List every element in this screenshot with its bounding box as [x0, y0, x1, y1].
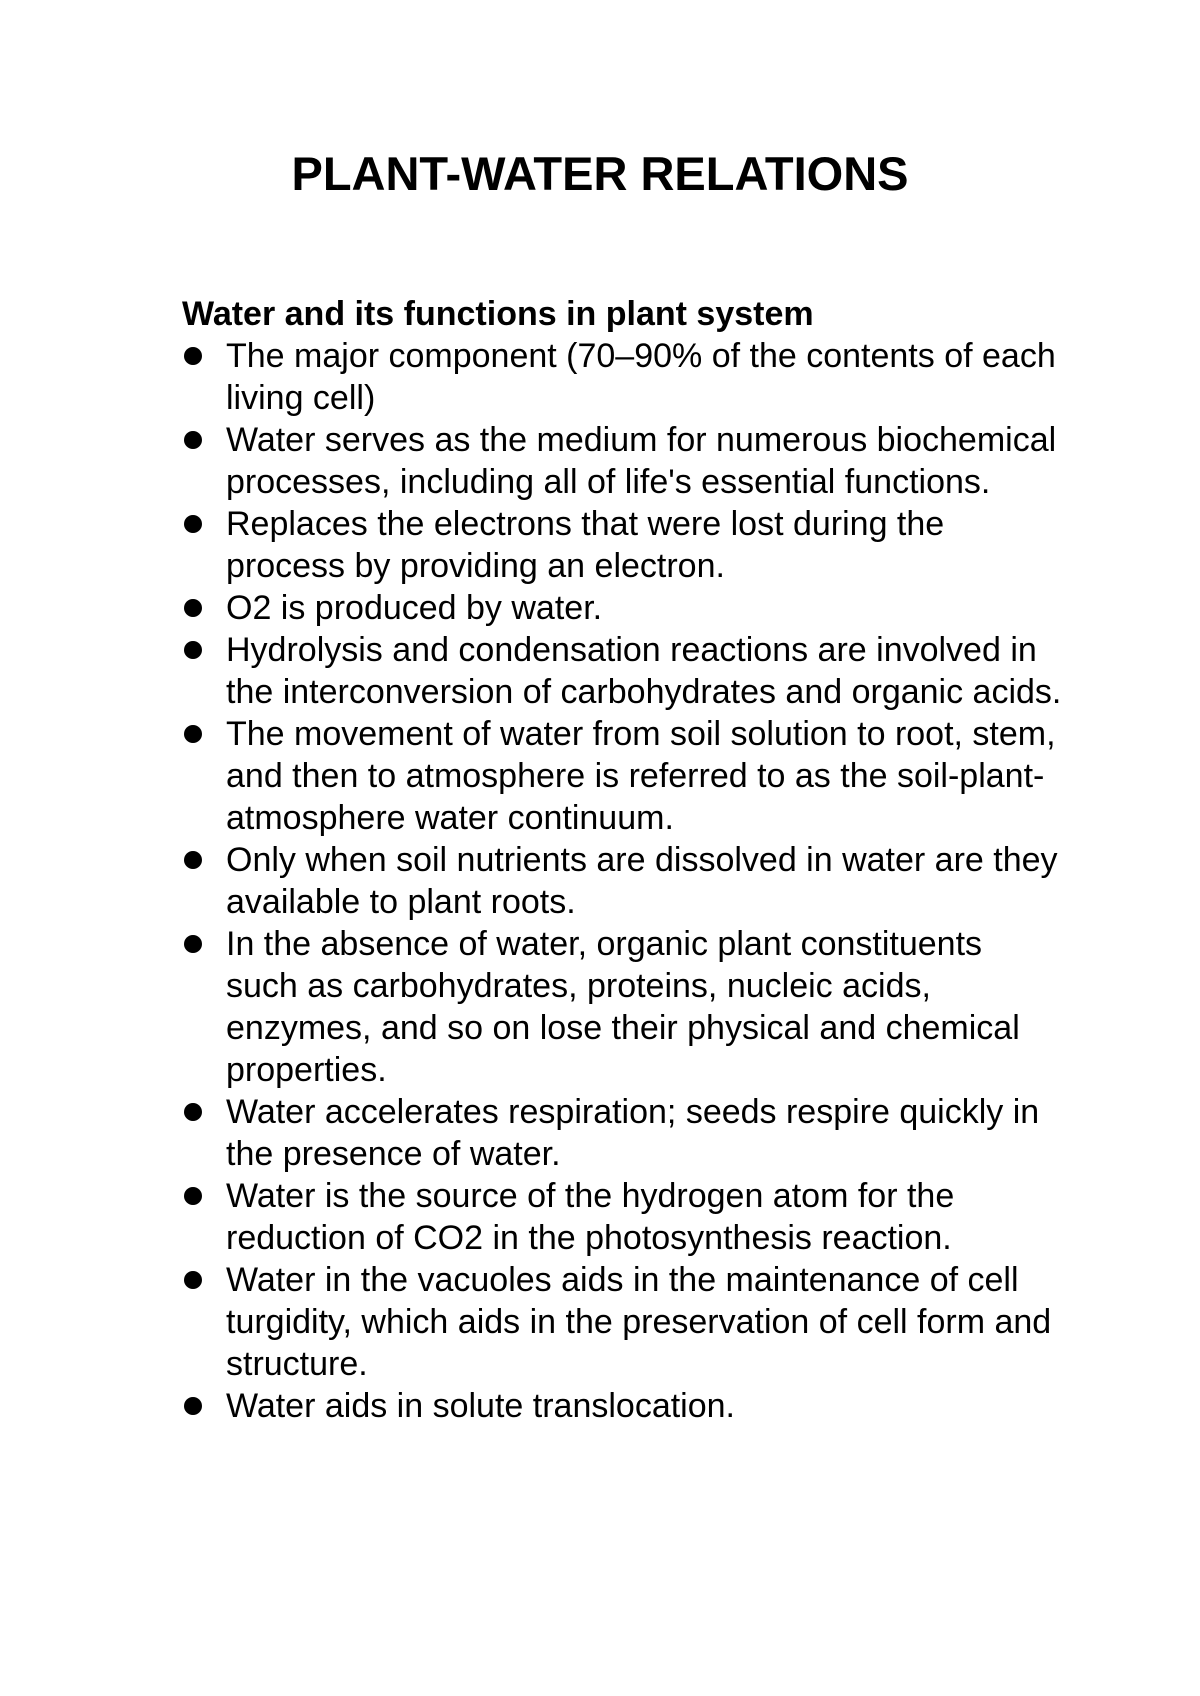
bullet-icon — [184, 347, 202, 365]
bullet-icon — [184, 1271, 202, 1289]
bullet-icon — [184, 515, 202, 533]
list-item-text: The movement of water from soil solution to root, stem, and then to atmosphere is referred to as the soil-plant-atmosphere water continuum. — [226, 715, 1056, 837]
list-item-text: Water accelerates respiration; seeds respire quickly in the presence of water. — [226, 1093, 1040, 1173]
list-item-text: Water serves as the medium for numerous biochemical processes, including all of life's essential functions. — [226, 421, 1057, 501]
list-item-text: Water is the source of the hydrogen atom for the reduction of CO2 in the photosynthesis reaction. — [226, 1177, 955, 1257]
section-heading: Water and its functions in plant system — [182, 295, 814, 333]
list-item-text: Water in the vacuoles aids in the maintenance of cell turgidity, which aids in the preservation of cell form and structure. — [226, 1261, 1052, 1383]
list-item-text: Only when soil nutrients are dissolved in water are they available to plant roots. — [226, 841, 1058, 921]
bullet-icon — [184, 641, 202, 659]
list-item — [182, 923, 1062, 1091]
page-title: PLANT-WATER RELATIONS — [291, 147, 909, 200]
list-item — [182, 1385, 1062, 1427]
list-item-text: The major component (70–90% of the contents of each living cell) — [226, 337, 1056, 417]
bullet-list — [182, 335, 1062, 1427]
bullet-icon — [184, 1397, 202, 1415]
bullet-icon — [184, 851, 202, 869]
list-item — [182, 335, 1062, 419]
bullet-icon — [184, 431, 202, 449]
list-item — [182, 1175, 1062, 1259]
list-item-text: In the absence of water, organic plant constituents such as carbohydrates, proteins, nucleic acids, enzymes, and so on lose their physical and chemical properties. — [226, 925, 1020, 1089]
list-item — [182, 839, 1062, 923]
bullet-icon — [184, 935, 202, 953]
list-item — [182, 1259, 1062, 1385]
list-item — [182, 587, 1062, 629]
bullet-icon — [184, 1187, 202, 1205]
list-item — [182, 503, 1062, 587]
list-item — [182, 419, 1062, 503]
list-item-text: Replaces the electrons that were lost during the process by providing an electron. — [226, 505, 945, 585]
bullet-icon — [184, 599, 202, 617]
list-item-text: O2 is produced by water. — [226, 589, 603, 627]
bullet-icon — [184, 725, 202, 743]
list-item-text: Hydrolysis and condensation reactions are involved in the interconversion of carbohydrates and organic acids. — [226, 631, 1062, 711]
list-item — [182, 629, 1062, 713]
list-item — [182, 1091, 1062, 1175]
list-item-text: Water aids in solute translocation. — [226, 1387, 735, 1425]
list-item — [182, 713, 1062, 839]
bullet-icon — [184, 1103, 202, 1121]
section-water-functions — [182, 293, 1062, 1427]
